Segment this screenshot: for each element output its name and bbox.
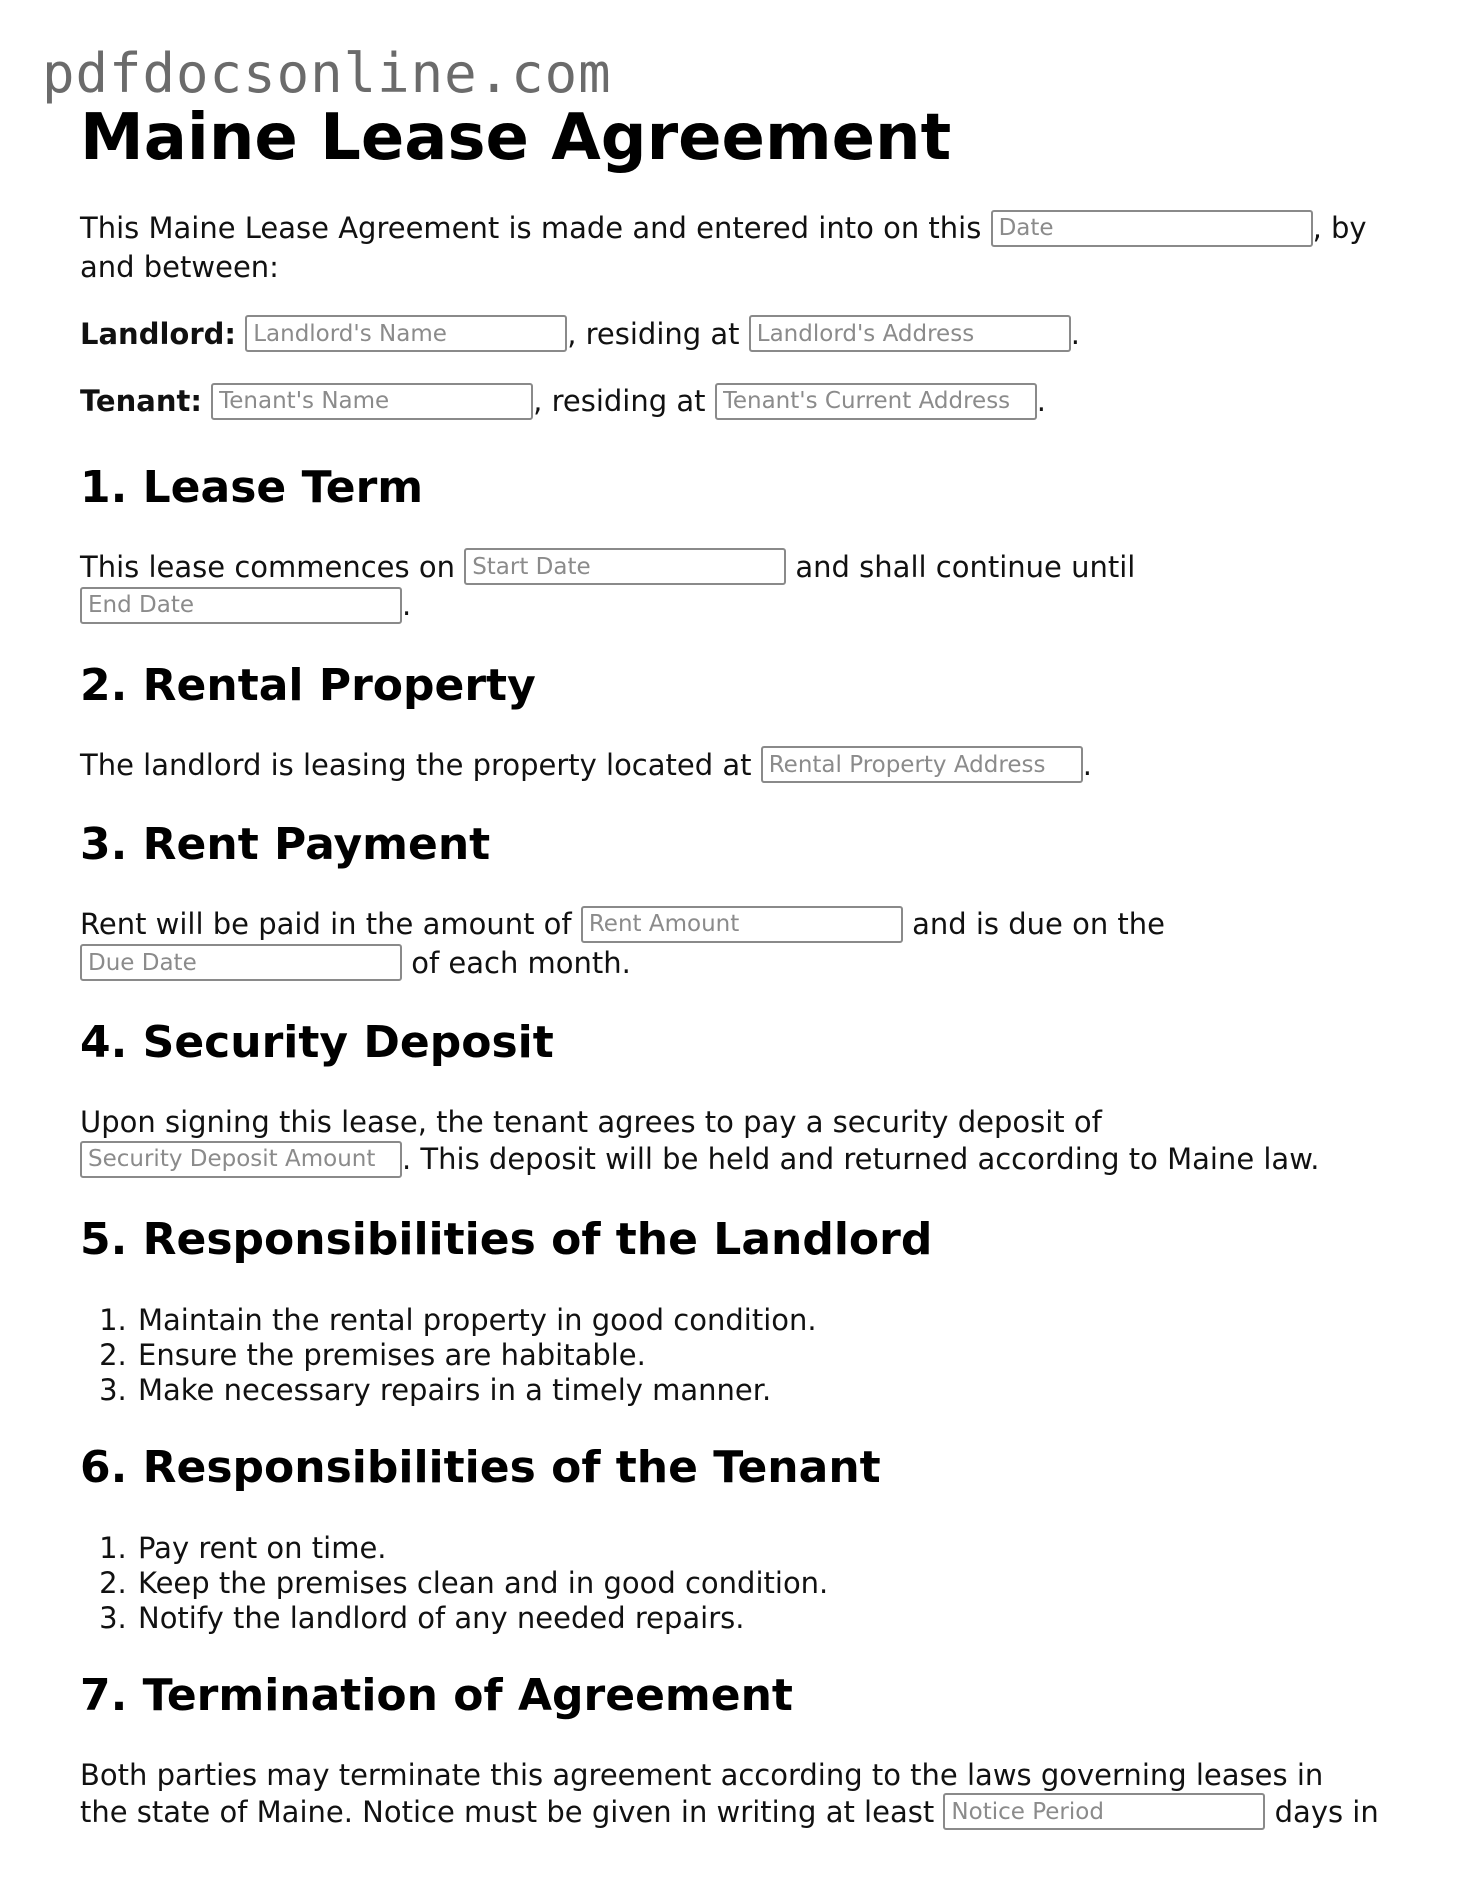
- landlord-residing-text: , residing at: [567, 316, 749, 351]
- list-item: 2. Ensure the premises are habitable.: [136, 1338, 1380, 1373]
- tenant-line: [80, 383, 1380, 422]
- section-heading-rent-payment: 3. Rent Payment: [80, 819, 491, 870]
- intro-text-before: This Maine Lease Agreement is made and entered into on this: [80, 211, 991, 245]
- landlord-label: Landlord:: [80, 316, 236, 351]
- tenant-responsibilities-list: [80, 1531, 1380, 1636]
- section-heading-tenant-responsibilities: 6. Responsibilities of the Tenant: [80, 1441, 881, 1493]
- landlord-line: [80, 316, 1380, 355]
- termination-text-2: days in: [1265, 1794, 1379, 1829]
- lease-term-text-2: and shall continue until: [786, 549, 1136, 584]
- section-heading-lease-term: 1. Lease Term: [80, 461, 424, 513]
- security-deposit-paragraph: [80, 1104, 1380, 1180]
- list-item: 1. Maintain the rental property in good condition.: [136, 1303, 1380, 1338]
- security-deposit-text-2: . This deposit will be held and returned according to Maine law.: [402, 1142, 1320, 1176]
- list-item: 3. Make necessary repairs in a timely manner.: [136, 1373, 1380, 1408]
- landlord-name-input[interactable]: [245, 315, 567, 352]
- document-title: Maine Lease Agreement: [80, 101, 952, 175]
- termination-paragraph: [80, 1757, 1380, 1833]
- lease-document: [80, 100, 1380, 1832]
- tenant-address-input[interactable]: [715, 383, 1037, 420]
- due-date-input[interactable]: [80, 944, 402, 981]
- end-date-input[interactable]: [80, 587, 402, 624]
- tenant-name-input[interactable]: [211, 383, 533, 420]
- rent-amount-input[interactable]: [581, 906, 903, 943]
- section-heading-rental-property: 2. Rental Property: [80, 659, 536, 711]
- landlord-responsibilities-list: [80, 1303, 1380, 1408]
- intro-paragraph: [80, 210, 1380, 286]
- section-heading-security-deposit: 4. Security Deposit: [80, 1017, 554, 1068]
- watermark: pdfdocsonline.com: [42, 42, 612, 105]
- list-item: 2. Keep the premises clean and in good condition.: [136, 1566, 1380, 1601]
- start-date-input[interactable]: [464, 548, 786, 585]
- rental-property-text-1: The landlord is leasing the property located at: [80, 747, 761, 782]
- security-deposit-text-1: Upon signing this lease, the tenant agrees to pay a security deposit of: [80, 1105, 1102, 1139]
- section-heading-termination: 7. Termination of Agreement: [80, 1669, 793, 1721]
- rental-property-address-input[interactable]: [761, 746, 1083, 783]
- rental-property-text-2: .: [1082, 747, 1092, 782]
- security-deposit-amount-input[interactable]: [80, 1141, 402, 1178]
- rent-payment-text-1: Rent will be paid in the amount of: [80, 907, 581, 941]
- tenant-line-end: .: [1036, 384, 1046, 418]
- rent-payment-paragraph: [80, 906, 1380, 983]
- rent-payment-text-3: of each month.: [402, 945, 631, 980]
- intro-text-after: , by and between:: [80, 211, 1367, 284]
- list-item: 1. Pay rent on time.: [136, 1531, 1380, 1566]
- tenant-label: Tenant:: [80, 384, 202, 418]
- landlord-address-input[interactable]: [749, 315, 1071, 352]
- tenant-residing-text: , residing at: [533, 384, 715, 418]
- termination-text-1: Both parties may terminate this agreement according to the laws governing leases in the state of Maine. Notice must be given in writing at least: [80, 1757, 1324, 1829]
- rental-property-paragraph: [80, 747, 1380, 786]
- list-item: 3. Notify the landlord of any needed repairs.: [136, 1601, 1380, 1636]
- rent-payment-text-2: and is due on the: [902, 907, 1166, 941]
- lease-term-paragraph: [80, 549, 1380, 626]
- lease-term-text-1: This lease commences on: [80, 549, 465, 584]
- landlord-line-end: .: [1070, 316, 1080, 351]
- notice-period-input[interactable]: [943, 1793, 1265, 1830]
- lease-term-text-3: .: [402, 588, 412, 622]
- section-heading-landlord-responsibilities: 5. Responsibilities of the Landlord: [80, 1213, 933, 1265]
- agreement-date-input[interactable]: [991, 210, 1313, 247]
